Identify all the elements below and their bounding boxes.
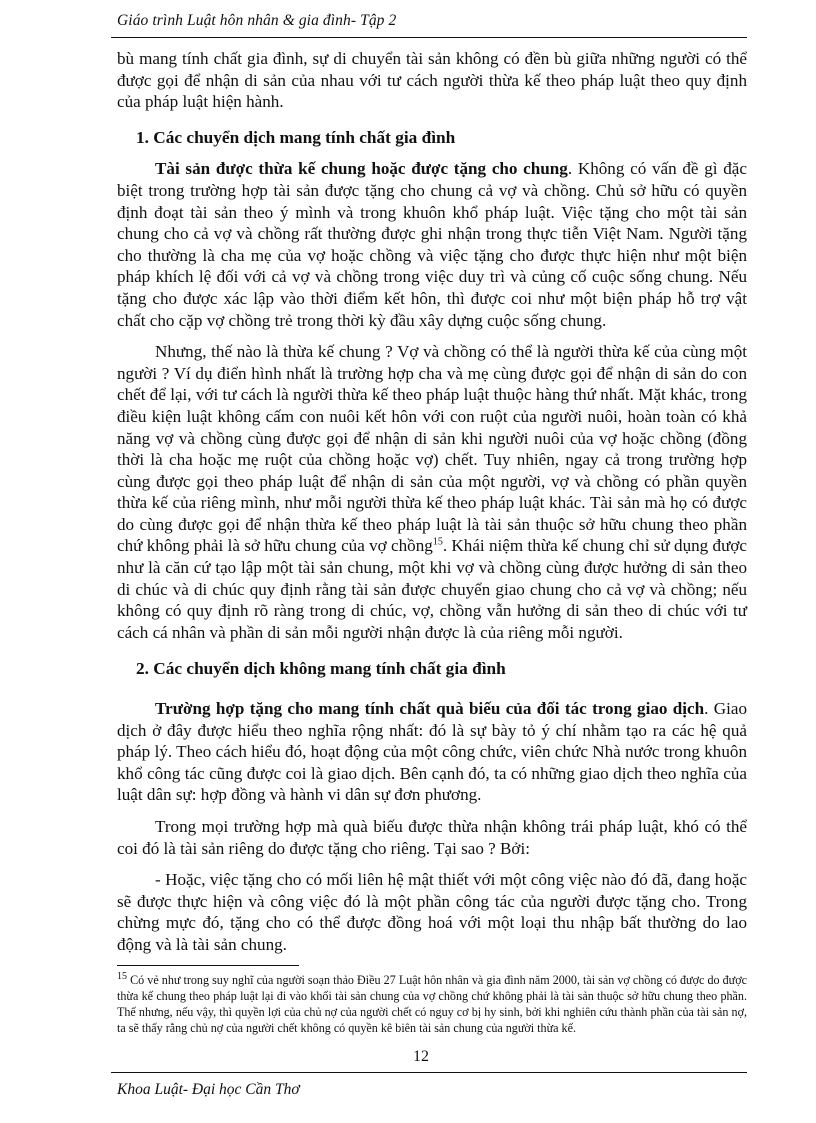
footnote: [117, 970, 747, 1037]
header-divider: [111, 37, 747, 38]
section-1-paragraph-1: [117, 158, 747, 331]
footnote-text: Có vẻ như trong suy nghĩ của người soạn thảo Điều 27 Luật hôn nhân và gia đình năm 2000, tài sản vợ chồng có được do được thừa kế chung theo pháp luật lại đi vào khối tài sản chung của vợ chồng chứ không phải là tài sản thuộc sở hữu chung theo phần. Thế nhưng, nếu vậy, thì quyền lợi của chủ nợ của người chết có nguy cơ bị hy sinh, bởi khi nghiên cứu thành phần của tài sản nợ, ta sẽ thấy rằng chủ nợ của người chết không có quyền kê biên tài sản chung của người thừa kế.: [117, 973, 747, 1035]
section-2-heading: 2. Các chuyển dịch không mang tính chất gia đình: [136, 659, 506, 679]
section-2-paragraph-1: [117, 698, 747, 806]
paragraph-text: . Không có vấn đề gì đặc biệt trong trường hợp tài sản được tặng cho chung cả vợ và chồng. Chủ sở hữu có quyền định đoạt tài sản theo ý mình và trong khuôn khổ pháp luật. Việc tặng cho một tài sản chung cho cả vợ và chồng rất thường được ghi nhận trong thực tiễn Việt Nam. Người tặng cho thường là cha mẹ của vợ hoặc chồng và việc tặng cho được thực hiện như một biện pháp khích lệ đối với cả vợ và chồng trong việc duy trì và củng cố cuộc sống chung. Nếu tặng cho được xác lập vào thời điểm kết hôn, thì được coi như một biện pháp hỗ trợ vật chất cho cặp vợ chồng trẻ trong thời kỳ đầu xây dựng cuộc sống chung.: [117, 159, 747, 330]
footnote-reference[interactable]: 15: [432, 536, 443, 548]
footnote-number: 15: [117, 970, 127, 982]
running-header: Giáo trình Luật hôn nhân & gia đình- Tập 2: [117, 12, 397, 29]
paragraph-text: Nhưng, thế nào là thừa kế chung ? Vợ và chồng có thể là người thừa kế của cùng một người ? Ví dụ điển hình nhất là trường hợp cha và mẹ cùng được gọi để nhận di sản do con chết để lại, với tư cách là người thừa kế theo pháp luật thuộc hàng thứ nhất. Mặt khác, trong điều kiện luật không cấm con nuôi kết hôn với con ruột của người nuôi, hoàn toàn có khả năng vợ và chồng cùng được gọi để nhận di sản khi người nuôi của vợ hoặc chồng (đồng thời là cha hoặc mẹ ruột của chồng hoặc vợ) chết. Tuy nhiên, ngay cả trong trường hợp cùng được gọi theo pháp luật để nhận di sản của một người, vợ và chồng có phần quyền thừa kế của riêng mình, như mỗi người thừa kế theo pháp luật khác. Tài sản mà họ có được do cùng được gọi để nhận thừa kế theo pháp luật là tài sản thuộc sở hữu chung theo phần chứ không phải là sở hữu chung của vợ chồng: [117, 342, 747, 556]
running-footer: Khoa Luật- Đại học Cần Thơ: [117, 1081, 300, 1098]
paragraph-text: . Khái niệm thừa kế chung chỉ sử dụng được như là căn cứ tạo lập một tài sản chung, một khi vợ và chồng cùng được hưởng di sản theo di chúc và di chúc quy định rằng tài sản được chuyển giao chung cho cả vợ và chồng; nếu không có quy định rõ ràng trong di chúc, vợ, chồng vẫn hưởng di sản theo di chúc với tư cách cá nhân và phần di sản mỗi người nhận được là của riêng mỗi người.: [117, 536, 747, 642]
section-2-paragraph-3: - Hoặc, việc tặng cho có mối liên hệ mật thiết với một công việc nào đó đã, đang hoặc sẽ được thực hiện và công việc đó là một phần công tác của người được tặng cho. Trong chừng mực đó, tặng cho có thể được đồng hoá với một loại thu nhập bất thường do lao động và là tài sản chung.: [117, 870, 747, 954]
footer-divider: [111, 1072, 747, 1073]
section-2-paragraph-2: Trong mọi trường hợp mà quà biếu được thừa nhận không trái pháp luật, khó có thể coi đó là tài sản riêng do được tặng cho riêng. Tại sao ? Bởi:: [117, 817, 747, 858]
paragraph-lead: Trường hợp tặng cho mang tính chất quà biếu của đối tác trong giao dịch: [155, 699, 705, 719]
section-1-paragraph-2: [117, 341, 747, 643]
footnote-divider: [117, 965, 299, 966]
paragraph-text: . Giao dịch ở đây được hiểu theo nghĩa rộng nhất: đó là sự bày tỏ ý chí nhằm tạo ra các hệ quả pháp lý. Theo cách hiểu đó, hoạt động của một công chức, viên chức Nhà nước trong khuôn khổ công tác cũng được coi là giao dịch. Bên cạnh đó, ta có những giao dịch theo nghĩa của luật dân sự: hợp đồng và hành vi dân sự đơn phương.: [117, 699, 747, 805]
body-text: [117, 48, 747, 956]
paragraph-lead: Tài sản được thừa kế chung hoặc được tặng cho chung: [155, 159, 568, 179]
section-1-heading: 1. Các chuyển dịch mang tính chất gia đình: [136, 127, 456, 147]
intro-paragraph: bù mang tính chất gia đình, sự di chuyển tài sản không có đền bù giữa những người có thể được gọi để nhận di sản của nhau với tư cách người thừa kế theo pháp luật theo quy định của pháp luật hiện hành.: [117, 49, 747, 112]
page-number: 12: [413, 1048, 429, 1065]
